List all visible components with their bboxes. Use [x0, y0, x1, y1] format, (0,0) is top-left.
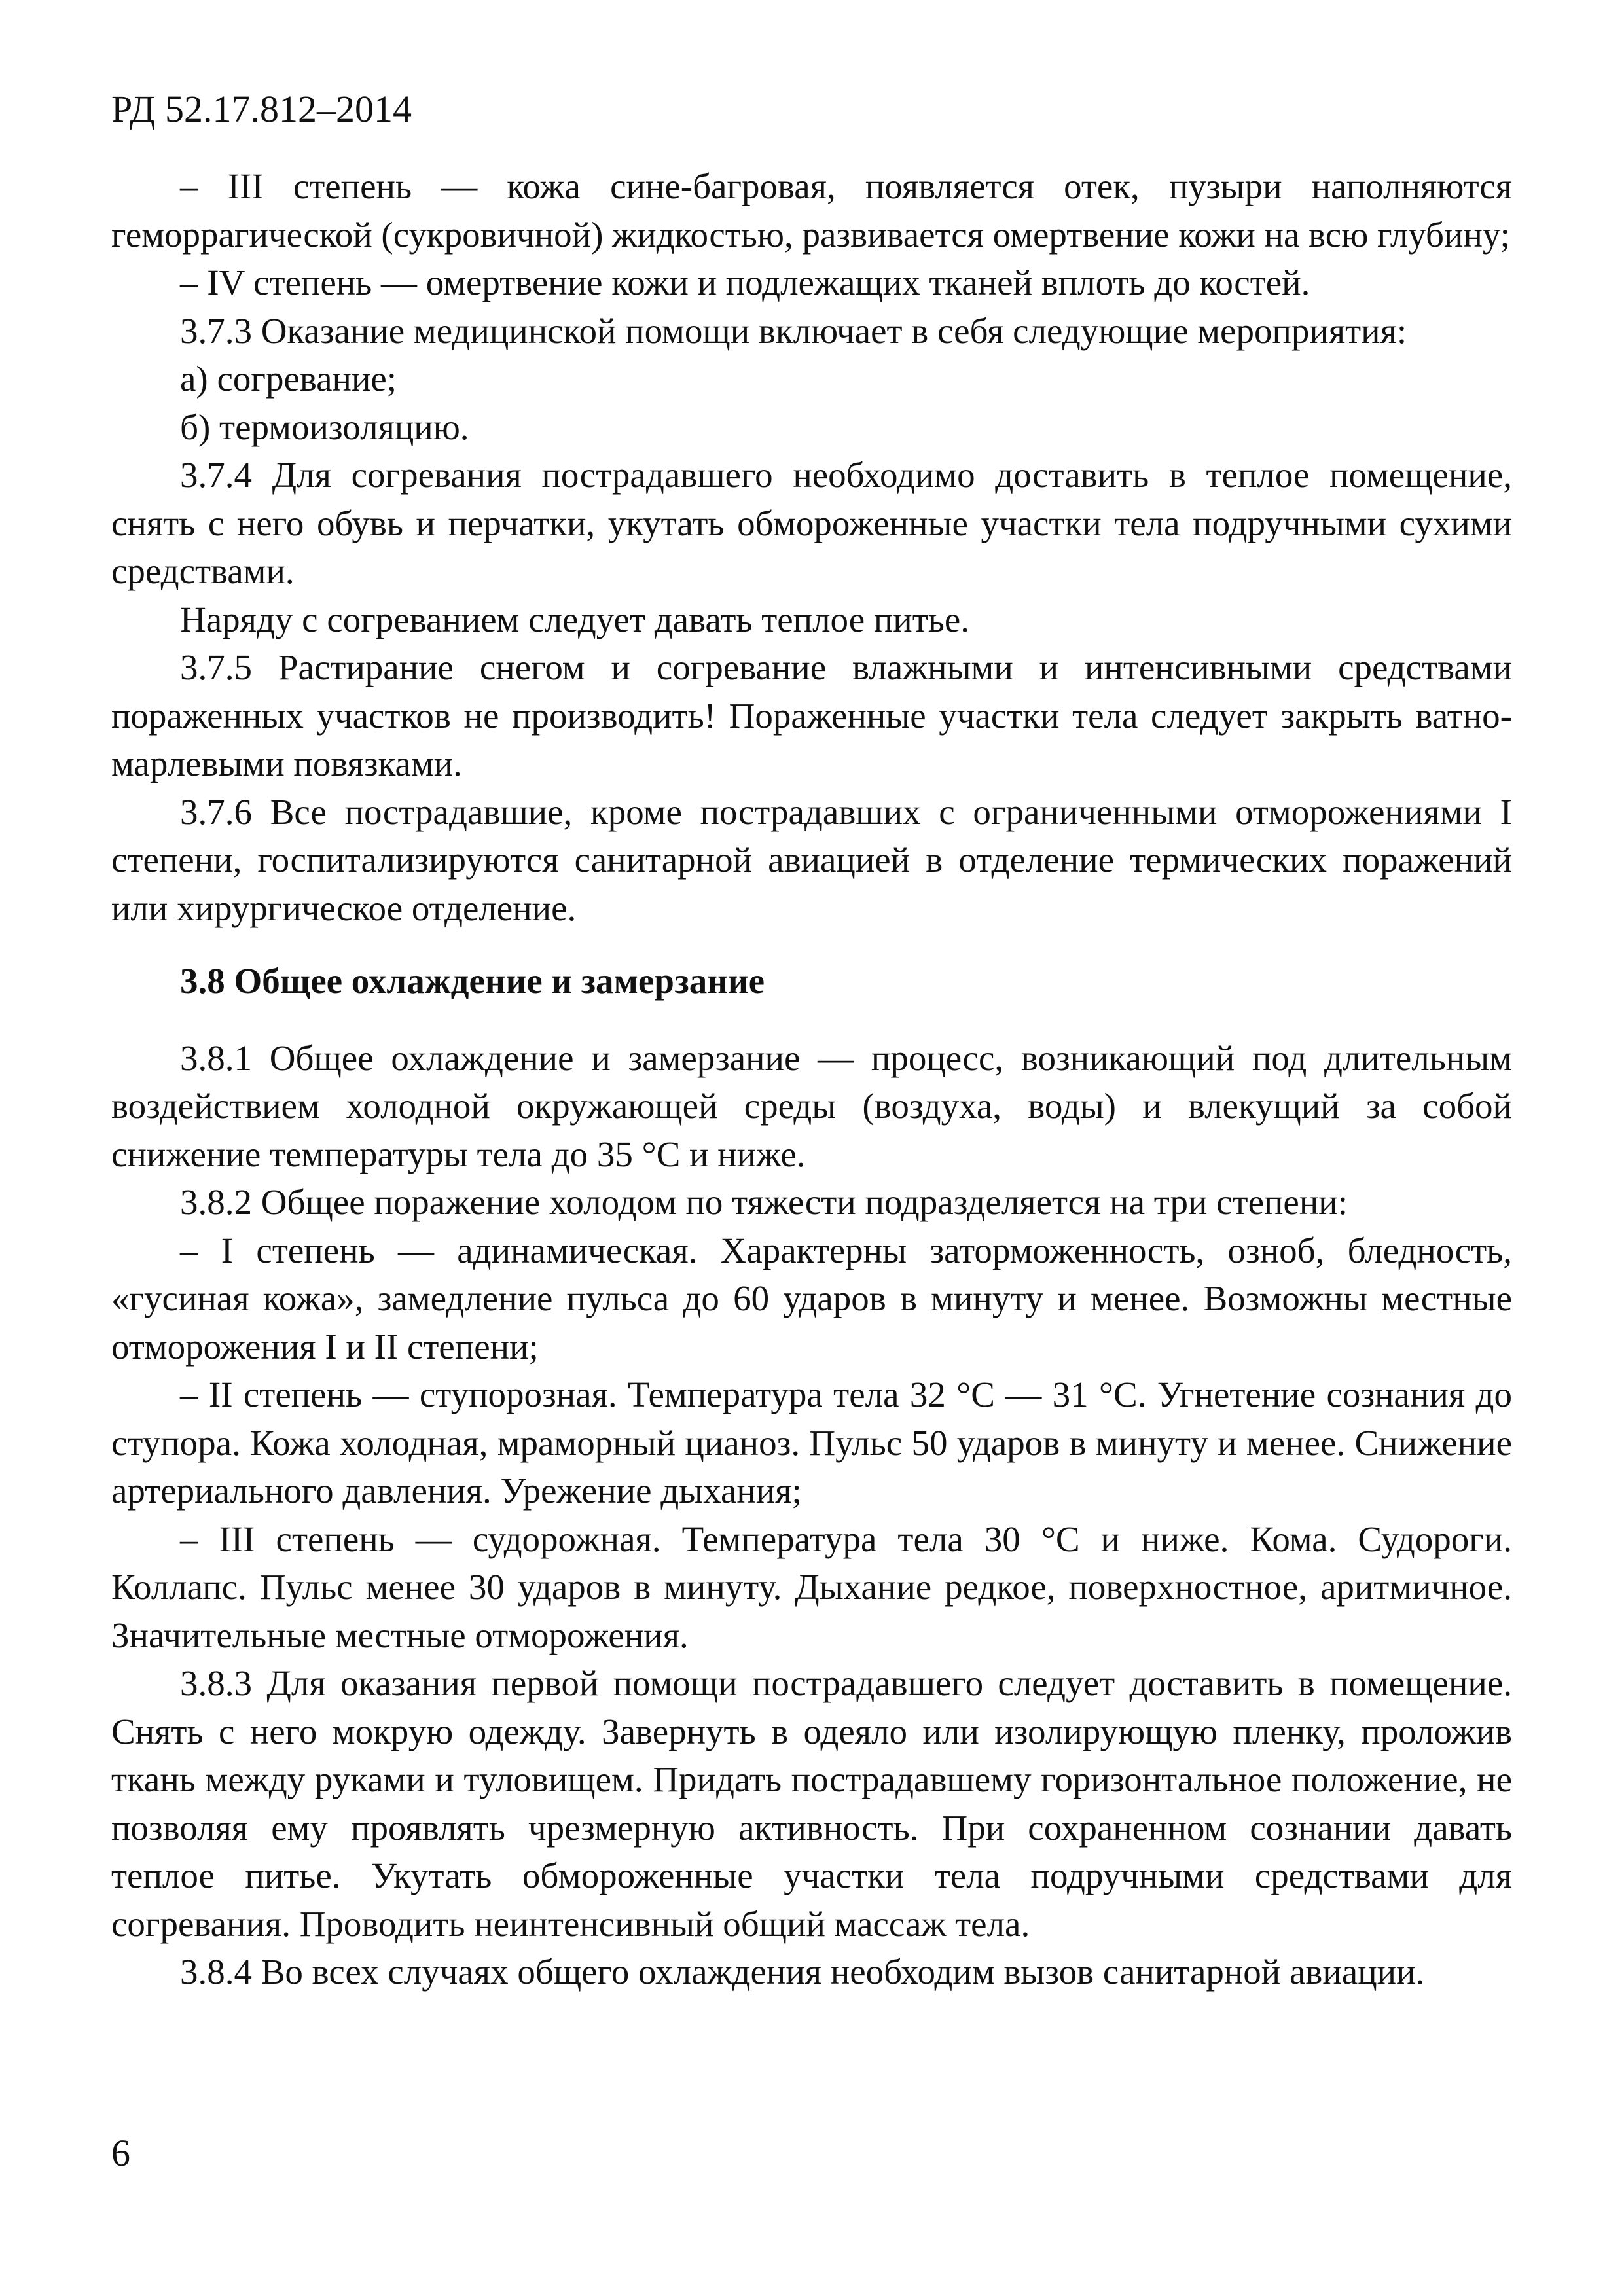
- section-heading-3-8: 3.8 Общее охлаждение и замерзание: [180, 961, 765, 1001]
- paragraph-3-7-3: 3.7.3 Оказание медицинской помощи включает в себя следующие мероприятия:: [180, 310, 1407, 351]
- paragraph-3-8-1: 3.8.1 Общее охлаждение и замерзание — процесс, возникающий под длительным воздействием холодной окружающей среды (воздуха, воды) и влекущий за собой снижение температуры тела до 35 °С и ниже.: [111, 1037, 1512, 1174]
- paragraph-3-7-5: 3.7.5 Растирание снегом и согревание влажными и интенсивными средствами пораженных участков не производить! Пораженные участки тела следует закрыть ватно-марлевыми повязками.: [111, 647, 1512, 783]
- list-item-b: б) термоизоляцию.: [180, 406, 469, 447]
- list-item-a: а) согревание;: [180, 359, 397, 399]
- paragraph-3-8-3: 3.8.3 Для оказания первой помощи пострадавшего следует доставить в помещение. Снять с него мокрую одежду. Завернуть в одеяло или изолирующую пленку, проложив ткань между руками и туловищем. Придать пострадавшему горизонтальное положение, не позволяя ему проявлять чрезмерную активность. При сохраненном сознании давать теплое питье. Укутать обмороженные участки тела подручными средствами для согревания. Проводить неинтенсивный общий массаж тела.: [111, 1663, 1512, 1944]
- paragraph-3-8-2: 3.8.2 Общее поражение холодом по тяжести подразделяется на три степени:: [180, 1182, 1348, 1222]
- paragraph-3-7-4: 3.7.4 Для согревания пострадавшего необходимо доставить в теплое помещение, снять с него обувь и перчатки, укутать обмороженные участки тела подручными сухими средствами.: [111, 455, 1512, 591]
- body-text: [111, 162, 1512, 1996]
- paragraph-cold-degree-1: – I степень — адинамическая. Характерны заторможенность, озноб, бледность, «гусиная кожа», замедление пульса до 60 ударов в минуту и менее. Возможны местные отморожения I и II степени;: [111, 1230, 1512, 1367]
- page-number: 6: [111, 2132, 130, 2174]
- paragraph-cold-degree-3: – III степень — судорожная. Температура тела 30 °С и ниже. Кома. Судороги. Коллапс. Пульс менее 30 ударов в минуту. Дыхание редкое, поверхностное, аритмичное. Значительные местные отморожения.: [111, 1518, 1512, 1655]
- paragraph-3-7-6: 3.7.6 Все пострадавшие, кроме пострадавших с ограниченными отморожениями I степени, госпитализируются санитарной авиацией в отделение термических поражений или хирургическое отделение.: [111, 791, 1512, 928]
- paragraph-cold-degree-2: – II степень — ступорозная. Температура тела 32 °С — 31 °С. Угнетение сознания до ступора. Кожа холодная, мраморный цианоз. Пульс 50 ударов в минуту и менее. Снижение артериального давления. Урежение дыхания;: [111, 1374, 1512, 1511]
- paragraph-frostbite-degree-4: – IV степень — омертвение кожи и подлежащих тканей вплоть до костей.: [180, 262, 1310, 302]
- paragraph-frostbite-degree-3: – III степень — кожа сине-багровая, появляется отек, пузыри наполняются геморрагической (сукровичной) жидкостью, развивается омертвение кожи на всю глубину;: [111, 166, 1512, 255]
- paragraph-warm-drink: Наряду с согреванием следует давать теплое питье.: [180, 599, 969, 639]
- paragraph-3-8-4: 3.8.4 Во всех случаях общего охлаждения необходим вызов санитарной авиации.: [180, 1952, 1425, 1992]
- document-code: РД 52.17.812–2014: [111, 88, 412, 130]
